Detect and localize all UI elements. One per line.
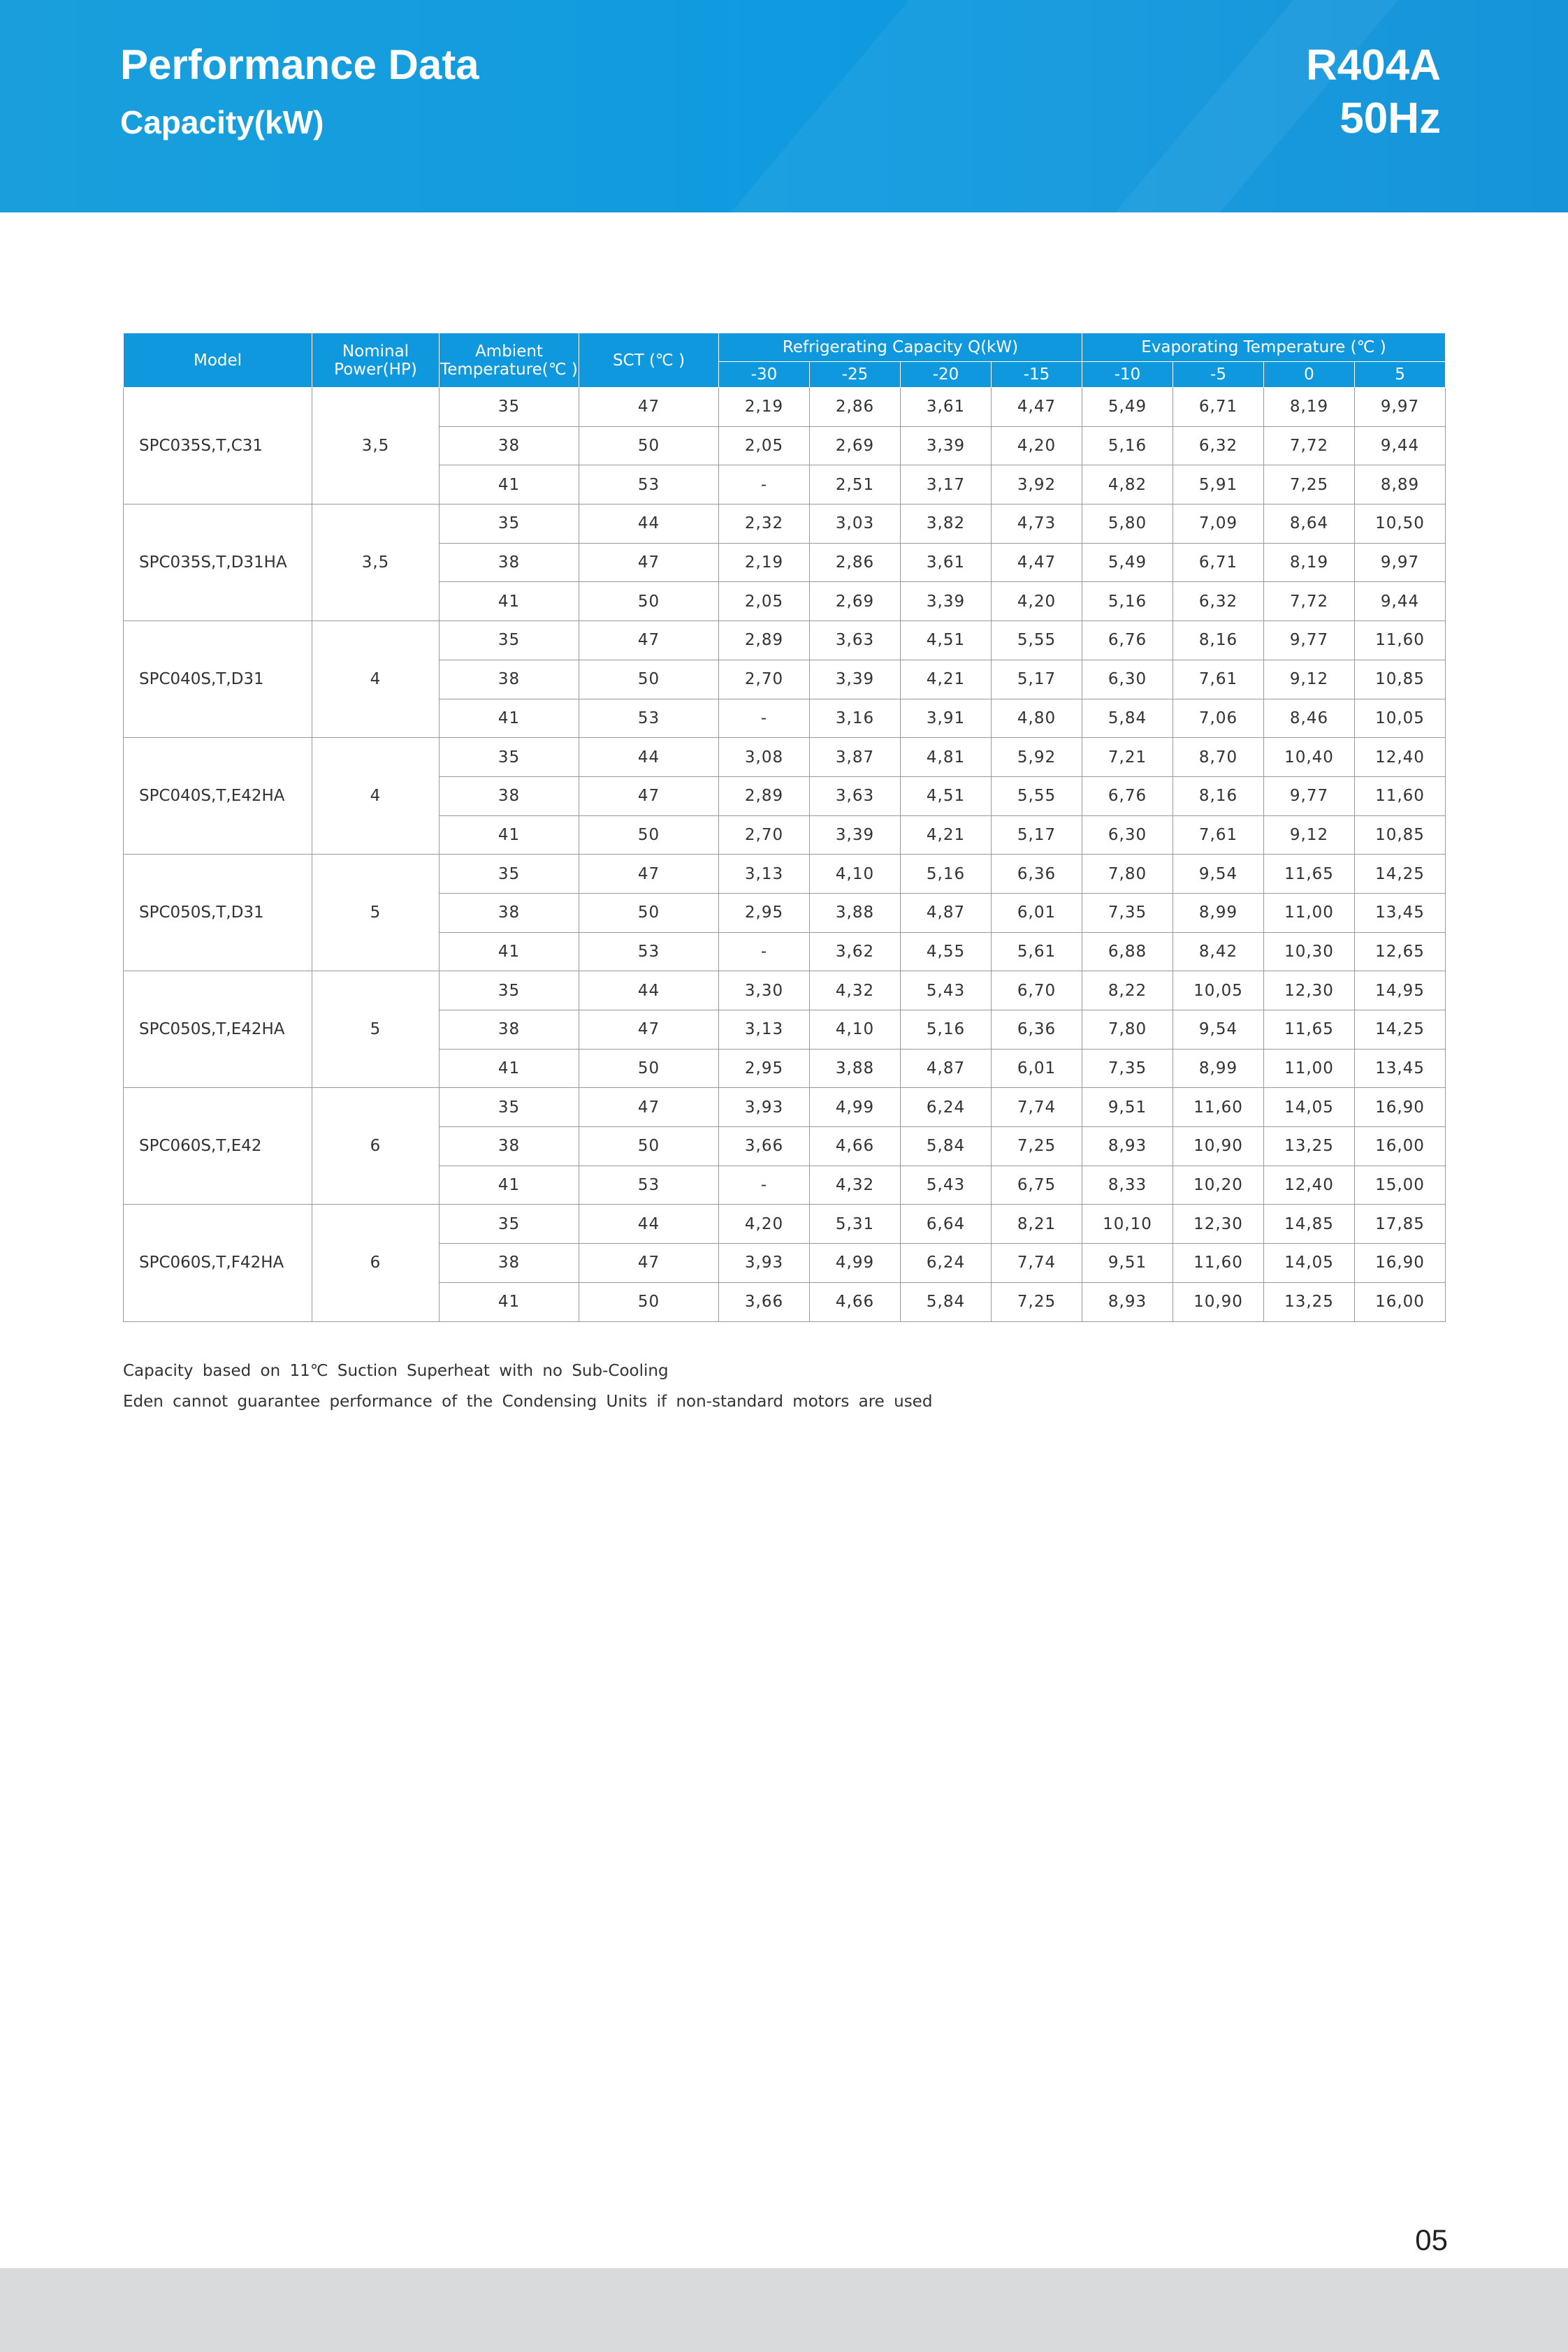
page-title: Performance Data — [120, 41, 479, 88]
ambient-cell: 41 — [440, 699, 579, 738]
sct-cell: 53 — [579, 1166, 719, 1205]
capacity-cell: 4,10 — [810, 855, 901, 894]
capacity-cell: 4,66 — [810, 1282, 901, 1321]
capacity-cell: 2,86 — [810, 388, 901, 427]
ambient-cell: 41 — [440, 1166, 579, 1205]
capacity-cell: - — [719, 465, 810, 504]
capacity-cell: 3,17 — [901, 465, 992, 504]
capacity-cell: 2,19 — [719, 388, 810, 427]
table-row — [124, 1088, 1446, 1127]
evap-temp-header: -5 — [1173, 362, 1264, 388]
capacity-cell: 6,64 — [901, 1205, 992, 1244]
header-model: Model — [124, 333, 312, 388]
capacity-cell: 5,16 — [1082, 426, 1173, 465]
capacity-cell: 8,22 — [1082, 971, 1173, 1010]
capacity-cell: 8,93 — [1082, 1127, 1173, 1166]
model-cell: SPC060S,T,F42HA — [124, 1205, 312, 1321]
capacity-cell: 4,73 — [992, 504, 1082, 544]
capacity-cell: 3,61 — [901, 388, 992, 427]
ambient-cell: 38 — [440, 543, 579, 582]
capacity-cell: 4,80 — [992, 699, 1082, 738]
sct-cell: 53 — [579, 932, 719, 971]
table-row — [124, 621, 1446, 660]
evap-temp-header: -15 — [992, 362, 1082, 388]
capacity-cell: 9,44 — [1355, 582, 1446, 621]
capacity-cell: 7,09 — [1173, 504, 1264, 544]
capacity-cell: 14,85 — [1264, 1205, 1355, 1244]
capacity-cell: 7,80 — [1082, 1010, 1173, 1050]
capacity-cell: 9,54 — [1173, 855, 1264, 894]
capacity-cell: 7,74 — [992, 1244, 1082, 1283]
sct-cell: 47 — [579, 776, 719, 815]
capacity-cell: 7,25 — [992, 1282, 1082, 1321]
header-refrigerating-capacity: Refrigerating Capacity Q(kW) — [719, 333, 1082, 362]
capacity-cell: 5,80 — [1082, 504, 1173, 544]
capacity-cell: 3,87 — [810, 738, 901, 777]
capacity-cell: 5,49 — [1082, 543, 1173, 582]
capacity-cell: 3,13 — [719, 1010, 810, 1050]
capacity-cell: 6,36 — [992, 855, 1082, 894]
model-cell: SPC050S,T,D31 — [124, 855, 312, 971]
capacity-cell: 11,60 — [1355, 621, 1446, 660]
capacity-cell: 2,32 — [719, 504, 810, 544]
capacity-cell: 4,81 — [901, 738, 992, 777]
evap-temp-header: -20 — [901, 362, 992, 388]
nominal-power-cell: 5 — [312, 855, 440, 971]
capacity-cell: 4,32 — [810, 1166, 901, 1205]
capacity-cell: 10,90 — [1173, 1127, 1264, 1166]
capacity-cell: 4,47 — [992, 388, 1082, 427]
page-subtitle: Capacity(kW) — [120, 104, 324, 140]
capacity-cell: 3,03 — [810, 504, 901, 544]
table-row — [124, 1205, 1446, 1244]
ambient-cell: 35 — [440, 621, 579, 660]
capacity-cell: 9,51 — [1082, 1244, 1173, 1283]
sct-cell: 50 — [579, 1282, 719, 1321]
capacity-cell: 10,40 — [1264, 738, 1355, 777]
capacity-cell: 5,16 — [901, 855, 992, 894]
capacity-cell: 2,86 — [810, 543, 901, 582]
capacity-cell: 7,74 — [992, 1088, 1082, 1127]
capacity-cell: 10,10 — [1082, 1205, 1173, 1244]
sct-cell: 50 — [579, 1049, 719, 1088]
capacity-cell: 2,05 — [719, 582, 810, 621]
capacity-cell: 3,61 — [901, 543, 992, 582]
capacity-cell: 13,45 — [1355, 1049, 1446, 1088]
capacity-cell: 6,75 — [992, 1166, 1082, 1205]
nominal-power-cell: 5 — [312, 971, 440, 1088]
capacity-cell: 9,97 — [1355, 543, 1446, 582]
capacity-cell: 3,08 — [719, 738, 810, 777]
capacity-cell: 16,00 — [1355, 1127, 1446, 1166]
sct-cell: 47 — [579, 855, 719, 894]
ambient-cell: 38 — [440, 1244, 579, 1283]
refrigerant-label: R404A — [1306, 41, 1441, 89]
sct-cell: 50 — [579, 660, 719, 699]
capacity-cell: 2,95 — [719, 893, 810, 932]
capacity-cell: 9,97 — [1355, 388, 1446, 427]
capacity-cell: 2,69 — [810, 582, 901, 621]
evap-temp-header: -30 — [719, 362, 810, 388]
capacity-cell: 6,71 — [1173, 388, 1264, 427]
capacity-cell: 10,20 — [1173, 1166, 1264, 1205]
ambient-cell: 38 — [440, 1010, 579, 1050]
capacity-cell: 7,72 — [1264, 426, 1355, 465]
capacity-cell: 5,49 — [1082, 388, 1173, 427]
capacity-cell: 3,91 — [901, 699, 992, 738]
capacity-cell: 5,84 — [901, 1127, 992, 1166]
note-superheat: Capacity based on 11℃ Suction Superheat with no Sub-Cooling — [123, 1362, 669, 1380]
capacity-cell: 5,61 — [992, 932, 1082, 971]
capacity-cell: 17,85 — [1355, 1205, 1446, 1244]
capacity-cell: 11,00 — [1264, 893, 1355, 932]
capacity-cell: 11,00 — [1264, 1049, 1355, 1088]
capacity-cell: 14,25 — [1355, 855, 1446, 894]
sct-cell: 50 — [579, 1127, 719, 1166]
capacity-cell: 6,36 — [992, 1010, 1082, 1050]
sct-cell: 50 — [579, 893, 719, 932]
model-cell: SPC035S,T,D31HA — [124, 504, 312, 621]
capacity-cell: 2,70 — [719, 815, 810, 855]
capacity-cell: 8,21 — [992, 1205, 1082, 1244]
notes — [123, 1356, 932, 1417]
capacity-cell: 8,42 — [1173, 932, 1264, 971]
capacity-cell: 12,40 — [1355, 738, 1446, 777]
capacity-cell: 16,90 — [1355, 1244, 1446, 1283]
capacity-cell: 7,80 — [1082, 855, 1173, 894]
capacity-cell: 8,64 — [1264, 504, 1355, 544]
capacity-cell: 15,00 — [1355, 1166, 1446, 1205]
capacity-cell: 11,60 — [1173, 1088, 1264, 1127]
capacity-cell: 7,72 — [1264, 582, 1355, 621]
capacity-cell: 8,89 — [1355, 465, 1446, 504]
capacity-cell: 4,47 — [992, 543, 1082, 582]
capacity-cell: 10,05 — [1173, 971, 1264, 1010]
capacity-cell: 8,99 — [1173, 1049, 1264, 1088]
capacity-cell: 8,19 — [1264, 388, 1355, 427]
model-cell: SPC035S,T,C31 — [124, 388, 312, 504]
capacity-cell: 7,25 — [1264, 465, 1355, 504]
capacity-cell: 7,35 — [1082, 893, 1173, 932]
capacity-cell: 3,13 — [719, 855, 810, 894]
capacity-cell: 2,69 — [810, 426, 901, 465]
capacity-cell: 4,21 — [901, 815, 992, 855]
model-cell: SPC050S,T,E42HA — [124, 971, 312, 1088]
capacity-cell: 4,10 — [810, 1010, 901, 1050]
capacity-cell: 2,05 — [719, 426, 810, 465]
sct-cell: 44 — [579, 1205, 719, 1244]
capacity-cell: 8,16 — [1173, 776, 1264, 815]
capacity-cell: 16,00 — [1355, 1282, 1446, 1321]
ambient-cell: 41 — [440, 932, 579, 971]
page-number: 05 — [1415, 2223, 1448, 2256]
header-evaporating-temperature: Evaporating Temperature (℃ ) — [1082, 333, 1446, 362]
capacity-cell: 8,46 — [1264, 699, 1355, 738]
capacity-cell: 14,25 — [1355, 1010, 1446, 1050]
capacity-cell: 6,32 — [1173, 426, 1264, 465]
capacity-cell: 4,55 — [901, 932, 992, 971]
capacity-cell: 3,93 — [719, 1088, 810, 1127]
capacity-cell: 5,84 — [1082, 699, 1173, 738]
capacity-cell: 2,70 — [719, 660, 810, 699]
capacity-cell: 3,63 — [810, 621, 901, 660]
capacity-cell: - — [719, 699, 810, 738]
capacity-cell: 10,05 — [1355, 699, 1446, 738]
nominal-power-cell: 6 — [312, 1205, 440, 1321]
capacity-cell: 14,95 — [1355, 971, 1446, 1010]
performance-table — [123, 333, 1446, 1322]
capacity-cell: 4,21 — [901, 660, 992, 699]
capacity-cell: 9,12 — [1264, 660, 1355, 699]
frequency-label: 50Hz — [1340, 94, 1441, 143]
capacity-cell: 7,35 — [1082, 1049, 1173, 1088]
sct-cell: 44 — [579, 738, 719, 777]
table-row — [124, 971, 1446, 1010]
capacity-cell: 11,60 — [1355, 776, 1446, 815]
capacity-cell: 3,92 — [992, 465, 1082, 504]
capacity-cell: 4,87 — [901, 893, 992, 932]
ambient-cell: 38 — [440, 776, 579, 815]
capacity-cell: 3,39 — [901, 426, 992, 465]
nominal-power-cell: 3,5 — [312, 504, 440, 621]
sct-cell: 50 — [579, 815, 719, 855]
capacity-cell: 12,30 — [1173, 1205, 1264, 1244]
capacity-cell: 6,88 — [1082, 932, 1173, 971]
capacity-cell: 5,43 — [901, 1166, 992, 1205]
capacity-cell: 5,43 — [901, 971, 992, 1010]
evap-temp-header: -10 — [1082, 362, 1173, 388]
capacity-cell: 13,25 — [1264, 1127, 1355, 1166]
header-nominal-power: Nominal Power(HP) — [312, 333, 440, 388]
capacity-cell: 12,65 — [1355, 932, 1446, 971]
capacity-cell: 3,88 — [810, 1049, 901, 1088]
capacity-cell: 6,76 — [1082, 621, 1173, 660]
capacity-cell: 5,55 — [992, 621, 1082, 660]
capacity-cell: - — [719, 1166, 810, 1205]
table-row — [124, 855, 1446, 894]
capacity-cell: 10,50 — [1355, 504, 1446, 544]
sct-cell: 47 — [579, 621, 719, 660]
capacity-cell: 3,82 — [901, 504, 992, 544]
capacity-cell: 9,54 — [1173, 1010, 1264, 1050]
capacity-cell: 14,05 — [1264, 1088, 1355, 1127]
evap-temp-header: 5 — [1355, 362, 1446, 388]
sct-cell: 47 — [579, 543, 719, 582]
capacity-cell: 9,44 — [1355, 426, 1446, 465]
capacity-cell: 8,93 — [1082, 1282, 1173, 1321]
ambient-cell: 41 — [440, 1282, 579, 1321]
table-row — [124, 738, 1446, 777]
capacity-cell: 3,16 — [810, 699, 901, 738]
capacity-cell: 6,70 — [992, 971, 1082, 1010]
capacity-cell: 3,66 — [719, 1282, 810, 1321]
capacity-cell: 4,20 — [992, 582, 1082, 621]
capacity-cell: 6,01 — [992, 893, 1082, 932]
ambient-cell: 38 — [440, 426, 579, 465]
ambient-cell: 35 — [440, 1205, 579, 1244]
table-row — [124, 504, 1446, 544]
capacity-cell: 16,90 — [1355, 1088, 1446, 1127]
ambient-cell: 38 — [440, 893, 579, 932]
capacity-cell: 5,55 — [992, 776, 1082, 815]
capacity-cell: 5,16 — [1082, 582, 1173, 621]
capacity-cell: 4,51 — [901, 776, 992, 815]
capacity-cell: 6,32 — [1173, 582, 1264, 621]
capacity-cell: 10,30 — [1264, 932, 1355, 971]
nominal-power-cell: 3,5 — [312, 388, 440, 504]
capacity-cell: 6,76 — [1082, 776, 1173, 815]
capacity-cell: 6,24 — [901, 1244, 992, 1283]
capacity-cell: 3,66 — [719, 1127, 810, 1166]
capacity-cell: 7,61 — [1173, 660, 1264, 699]
capacity-cell: 6,24 — [901, 1088, 992, 1127]
sct-cell: 47 — [579, 1088, 719, 1127]
ambient-cell: 41 — [440, 465, 579, 504]
capacity-cell: 9,12 — [1264, 815, 1355, 855]
capacity-cell: 5,92 — [992, 738, 1082, 777]
capacity-cell: 7,25 — [992, 1127, 1082, 1166]
model-cell: SPC040S,T,E42HA — [124, 738, 312, 855]
sct-cell: 47 — [579, 1010, 719, 1050]
capacity-cell: 6,30 — [1082, 660, 1173, 699]
capacity-cell: 2,89 — [719, 621, 810, 660]
capacity-cell: 5,91 — [1173, 465, 1264, 504]
sct-cell: 53 — [579, 699, 719, 738]
ambient-cell: 41 — [440, 582, 579, 621]
capacity-cell: 9,51 — [1082, 1088, 1173, 1127]
ambient-cell: 38 — [440, 1127, 579, 1166]
model-cell: SPC040S,T,D31 — [124, 621, 312, 738]
capacity-cell: 3,63 — [810, 776, 901, 815]
sct-cell: 47 — [579, 1244, 719, 1283]
ambient-cell: 38 — [440, 660, 579, 699]
capacity-cell: 3,39 — [901, 582, 992, 621]
ambient-cell: 35 — [440, 738, 579, 777]
footer-bar — [0, 2268, 1568, 2352]
capacity-cell: 12,40 — [1264, 1166, 1355, 1205]
capacity-cell: 8,19 — [1264, 543, 1355, 582]
capacity-cell: 4,32 — [810, 971, 901, 1010]
capacity-cell: 3,93 — [719, 1244, 810, 1283]
nominal-power-cell: 4 — [312, 738, 440, 855]
note-motors: Eden cannot guarantee performance of the Condensing Units if non-standard motors are used — [123, 1393, 933, 1411]
ambient-cell: 35 — [440, 1088, 579, 1127]
capacity-cell: 10,85 — [1355, 815, 1446, 855]
header-sct: SCT (℃ ) — [579, 333, 719, 388]
capacity-cell: 5,17 — [992, 815, 1082, 855]
capacity-cell: 12,30 — [1264, 971, 1355, 1010]
capacity-cell: 7,21 — [1082, 738, 1173, 777]
capacity-cell: 10,85 — [1355, 660, 1446, 699]
capacity-cell: 13,25 — [1264, 1282, 1355, 1321]
evap-temp-header: -25 — [810, 362, 901, 388]
capacity-cell: 6,71 — [1173, 543, 1264, 582]
capacity-cell: 13,45 — [1355, 893, 1446, 932]
capacity-cell: 7,06 — [1173, 699, 1264, 738]
sct-cell: 50 — [579, 582, 719, 621]
capacity-cell: 4,66 — [810, 1127, 901, 1166]
capacity-cell: 4,99 — [810, 1088, 901, 1127]
capacity-cell: 8,70 — [1173, 738, 1264, 777]
capacity-cell: 9,77 — [1264, 776, 1355, 815]
capacity-cell: 4,20 — [719, 1205, 810, 1244]
evap-temp-header: 0 — [1264, 362, 1355, 388]
ambient-cell: 35 — [440, 971, 579, 1010]
capacity-cell: 4,51 — [901, 621, 992, 660]
capacity-cell: 5,31 — [810, 1205, 901, 1244]
capacity-cell: 11,65 — [1264, 1010, 1355, 1050]
capacity-cell: 14,05 — [1264, 1244, 1355, 1283]
ambient-cell: 35 — [440, 388, 579, 427]
capacity-cell: 2,89 — [719, 776, 810, 815]
sct-cell: 44 — [579, 504, 719, 544]
capacity-cell: 3,39 — [810, 815, 901, 855]
sct-cell: 50 — [579, 426, 719, 465]
nominal-power-cell: 4 — [312, 621, 440, 738]
sct-cell: 44 — [579, 971, 719, 1010]
ambient-cell: 35 — [440, 855, 579, 894]
capacity-cell: 8,16 — [1173, 621, 1264, 660]
capacity-cell: 5,84 — [901, 1282, 992, 1321]
header-ambient-temperature: Ambient Temperature(℃ ) — [440, 333, 579, 388]
table-row — [124, 388, 1446, 427]
capacity-cell: 5,16 — [901, 1010, 992, 1050]
capacity-cell: 6,30 — [1082, 815, 1173, 855]
capacity-cell: 3,30 — [719, 971, 810, 1010]
capacity-cell: 8,33 — [1082, 1166, 1173, 1205]
capacity-cell: 3,62 — [810, 932, 901, 971]
capacity-cell: 4,82 — [1082, 465, 1173, 504]
capacity-cell: 3,39 — [810, 660, 901, 699]
capacity-cell: 6,01 — [992, 1049, 1082, 1088]
ambient-cell: 35 — [440, 504, 579, 544]
capacity-cell: 2,51 — [810, 465, 901, 504]
sct-cell: 53 — [579, 465, 719, 504]
capacity-cell: 2,19 — [719, 543, 810, 582]
capacity-cell: 5,17 — [992, 660, 1082, 699]
capacity-cell: 9,77 — [1264, 621, 1355, 660]
capacity-cell: 8,99 — [1173, 893, 1264, 932]
capacity-cell: 2,95 — [719, 1049, 810, 1088]
capacity-cell: 4,99 — [810, 1244, 901, 1283]
ambient-cell: 41 — [440, 1049, 579, 1088]
capacity-cell: 4,87 — [901, 1049, 992, 1088]
nominal-power-cell: 6 — [312, 1088, 440, 1205]
capacity-cell: 11,65 — [1264, 855, 1355, 894]
ambient-cell: 41 — [440, 815, 579, 855]
sct-cell: 47 — [579, 388, 719, 427]
capacity-cell: - — [719, 932, 810, 971]
capacity-cell: 3,88 — [810, 893, 901, 932]
capacity-cell: 4,20 — [992, 426, 1082, 465]
model-cell: SPC060S,T,E42 — [124, 1088, 312, 1205]
capacity-cell: 10,90 — [1173, 1282, 1264, 1321]
capacity-cell: 11,60 — [1173, 1244, 1264, 1283]
header-banner — [0, 0, 1568, 212]
capacity-cell: 7,61 — [1173, 815, 1264, 855]
